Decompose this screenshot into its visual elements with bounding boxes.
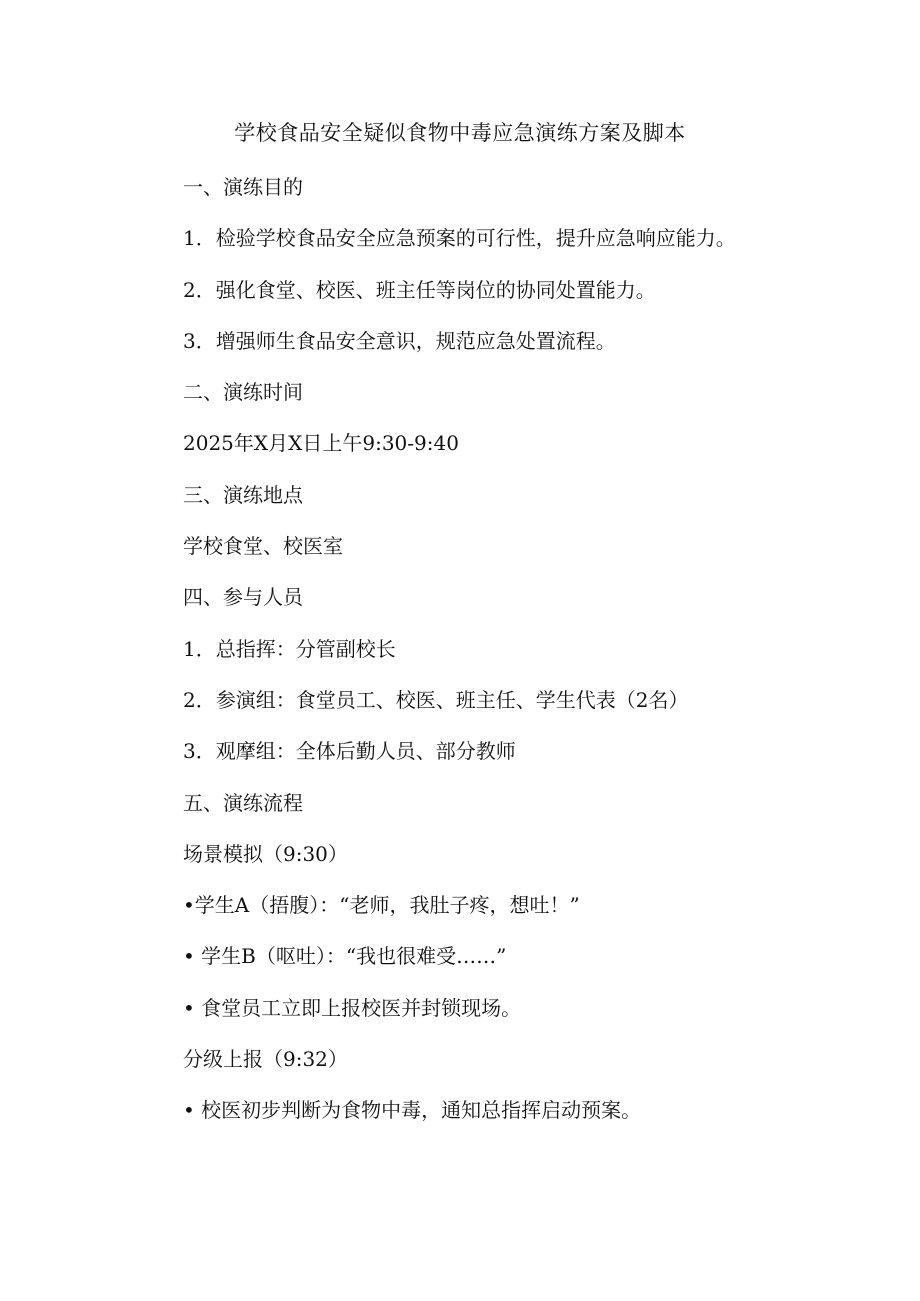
section-heading-purpose: 一、演练目的 xyxy=(183,175,303,199)
purpose-item-2: 2．强化食堂、校医、班主任等岗位的协同处置能力。 xyxy=(183,277,656,302)
participants-item-2: 2．参演组：食堂员工、校医、班主任、学生代表（2名） xyxy=(183,687,689,712)
drill-time: 2025年X月X日上午9:30-9:40 xyxy=(183,431,459,456)
section-heading-participants: 四、参与人员 xyxy=(183,585,303,610)
section-heading-process: 五、演练流程 xyxy=(183,790,303,815)
document-title: 学校食品安全疑似食物中毒应急演练方案及脚本 xyxy=(234,121,686,145)
purpose-item-3: 3．增强师生食品安全意识，规范应急处置流程。 xyxy=(183,328,616,353)
scenario-bullet-1: •学生A（捂腹）：“老师，我肚子疼，想吐！” xyxy=(183,893,580,918)
drill-location: 学校食堂、校医室 xyxy=(183,534,343,559)
process-step-report: 分级上报（9:32） xyxy=(183,1047,348,1072)
document-body xyxy=(183,172,873,1147)
section-heading-location: 三、演练地点 xyxy=(183,482,303,507)
section-heading-time: 二、演练时间 xyxy=(183,380,303,405)
report-bullet-1: • 校医初步判断为食物中毒，通知总指挥启动预案。 xyxy=(183,1098,642,1123)
participants-item-3: 3．观摩组：全体后勤人员、部分教师 xyxy=(183,739,516,764)
scenario-bullet-3: • 食堂员工立即上报校医并封锁现场。 xyxy=(183,995,522,1020)
scenario-bullet-2: • 学生B（呕吐）：“我也很难受……” xyxy=(183,944,507,969)
purpose-item-1: 1．检验学校食品安全应急预案的可行性，提升应急响应能力。 xyxy=(183,226,736,251)
process-step-scenario: 场景模拟（9:30） xyxy=(183,841,348,866)
participants-item-1: 1．总指挥：分管副校长 xyxy=(183,636,396,661)
